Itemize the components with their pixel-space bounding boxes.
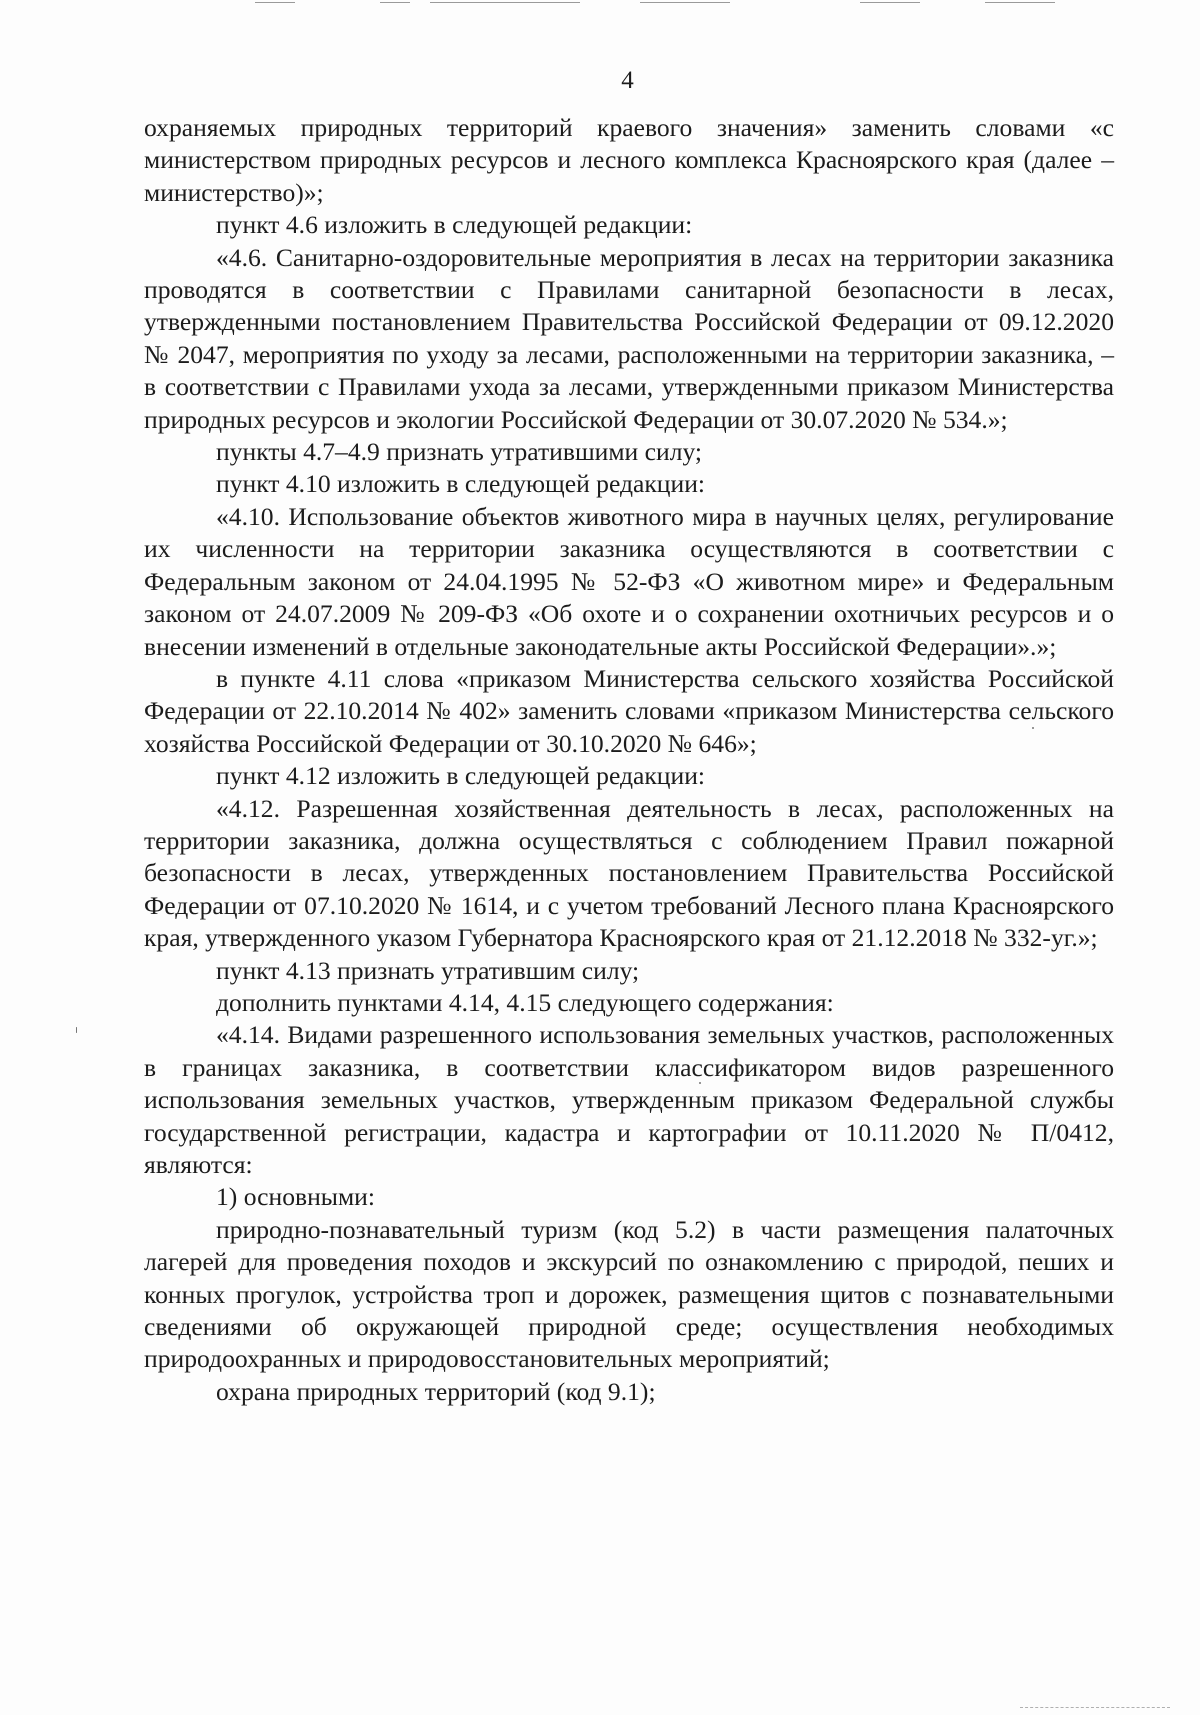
document-body xyxy=(144,112,1114,1408)
page-number: 4 xyxy=(621,67,634,94)
paragraph: пункт 4.6 изложить в следующей редакции: xyxy=(216,210,693,240)
paragraph: «4.6. Санитарно-оздоровительные мероприятия в лесах на территории заказника проводятся в соответствии с Правилами санитарной безопасности в лесах, утвержденными постановлением Правительства Российской Федерации от 09.12.2020 № 2047, мероприятия по уходу за лесами, расположенными на территории заказника, – в соответствии с Правилами ухода за лесами, утвержденными приказом Министерства природных ресурсов и экологии Российской Федерации от 30.07.2020 № 534.»; xyxy=(144,242,1114,434)
scan-top-edge-marks xyxy=(0,0,1200,8)
paragraph: 1) основными: xyxy=(216,1182,375,1212)
paragraph: пункт 4.10 изложить в следующей редакции: xyxy=(216,469,706,499)
paragraph: пункт 4.13 признать утратившим силу; xyxy=(216,955,640,985)
paragraph: в пункте 4.11 слова «приказом Министерства сельского хозяйства Российской Федерации от 22.10.2014 № 402» заменить словами «приказом Министерства сельского хозяйства Российской Федерации от 30.10.2020 № 646»; xyxy=(144,663,1114,758)
paragraph: пункт 4.12 изложить в следующей редакции: xyxy=(216,761,706,791)
paragraph: природно-познавательный туризм (код 5.2) в части размещения палаточных лагерей для проведения походов и экскурсий по ознакомлению с природой, пеших и конных прогулок, устройства троп и дорожек, размещения щитов с познавательными сведениями об окружающей природной среде; осуществления необходимых природоохранных и природовосстановительных мероприятий; xyxy=(144,1214,1114,1374)
paragraph: дополнить пунктами 4.14, 4.15 следующего содержания: xyxy=(216,987,834,1017)
paragraph: «4.12. Разрешенная хозяйственная деятельность в лесах, расположенных на территории заказника, должна осуществляться с соблюдением Правил пожарной безопасности в лесах, утвержденных постановлением Правительства Российской Федерации от 07.10.2020 № 1614, и с учетом требований Лесного плана Красноярского края, утвержденного указом Губернатора Красноярского края от 21.12.2018 № 332-уг.»; xyxy=(144,793,1114,953)
paragraph: пункты 4.7–4.9 признать утратившими силу; xyxy=(216,437,703,467)
scan-speck xyxy=(1032,727,1034,729)
scan-speck xyxy=(76,1027,77,1033)
scan-speck xyxy=(699,1082,701,1084)
paragraph: охрана природных территорий (код 9.1); xyxy=(216,1376,656,1406)
scan-bottom-edge-marks xyxy=(1020,1707,1170,1710)
paragraph: «4.14. Видами разрешенного использования земельных участков, расположенных в границах заказника, в соответствии классификатором видов разрешенного использования земельных участков, утвержденным приказом Федеральной службы государственной регистрации, кадастра и картографии от 10.11.2020 № П/0412, являются: xyxy=(144,1020,1114,1179)
paragraph: охраняемых природных территорий краевого значения» заменить словами «с министерством природных ресурсов и лесного комплекса Красноярского края (далее – министерство)»; xyxy=(144,113,1114,207)
paragraph: «4.10. Использование объектов животного мира в научных целях, регулирование их численности на территории заказника осуществляются в соответствии с Федеральным законом от 24.04.1995 № 52-ФЗ «О животном мире» и Федеральным законом от 24.07.2009 № 209-ФЗ «Об охоте и о сохранении охотничьих ресурсов и о внесении изменений в отдельные законодательные акты Российской Федерации».»; xyxy=(144,501,1114,661)
